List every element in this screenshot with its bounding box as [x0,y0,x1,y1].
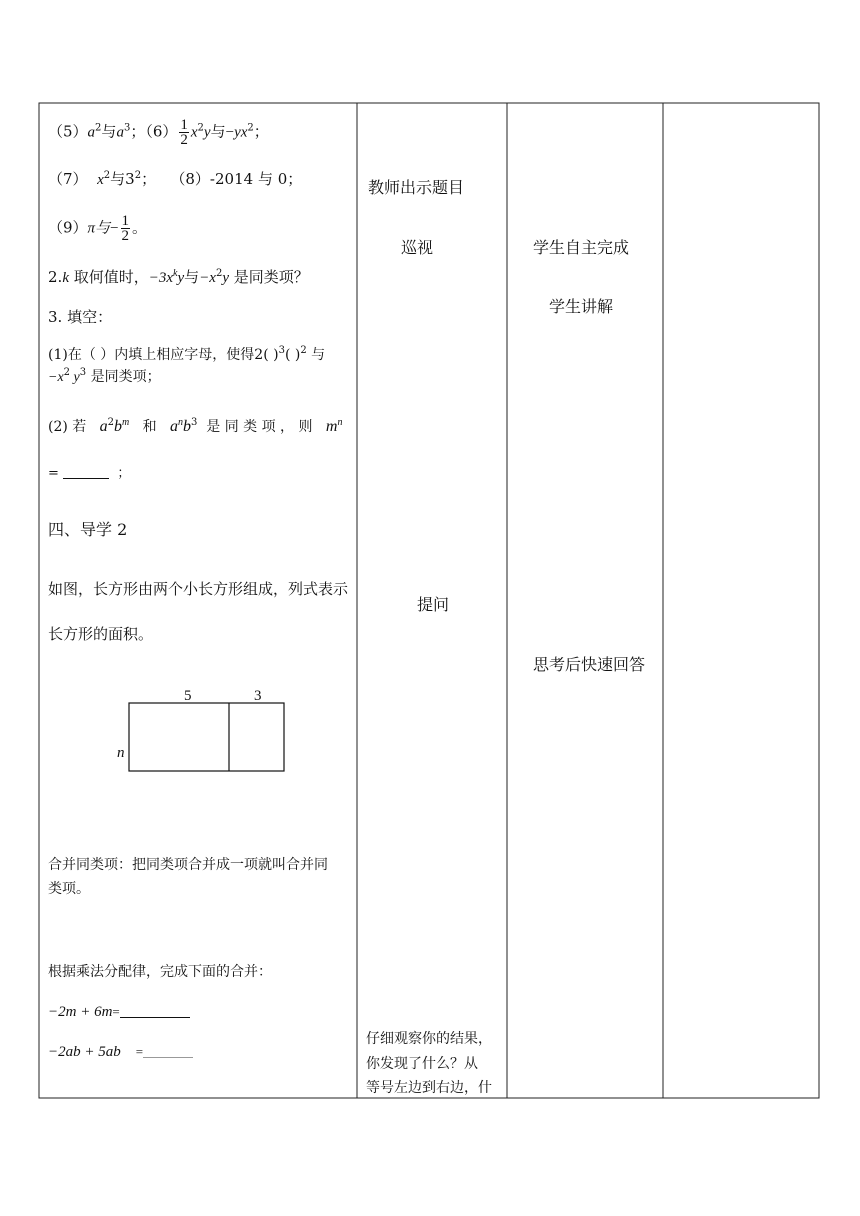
q2-y2: y [222,270,230,286]
q3b-a-exp: 2 [107,417,115,428]
q5-with: 与 [101,122,117,141]
q2-lead: 2. [48,268,63,286]
question-2 [48,267,309,288]
q6-fraction [179,118,189,147]
q2-exp-k: k [173,268,178,279]
q9-end: 。 [132,218,148,237]
question-3b-line1 [48,417,342,437]
question-3-title: 3. 填空： [48,308,113,326]
q6-y: y [203,124,211,141]
q6-minus: − [225,124,235,141]
ask-text: 提问 [417,595,450,614]
q5-base-a2: a [116,124,124,141]
definition-line2: 类项。 [48,881,90,897]
question-3a-line2 [48,367,161,388]
question-3a-line1 [48,345,325,365]
q6-numerator: 1 [180,117,188,133]
expression-2 [48,1042,193,1062]
section-4-heading: 四、导学 2 [48,520,128,539]
q7-with: 与3 [110,170,135,188]
q3b-m-exp: n [337,417,343,428]
q3a-text: (1)在（ ）内填上相应字母，使得2( ) [48,347,279,363]
q3a-y: y [70,370,80,385]
patrol-text: 巡视 [401,238,434,257]
q3a-x-exp: 2 [63,367,71,378]
q3a-and: 与 [306,347,326,363]
explain-text: 学生讲解 [549,297,614,316]
expr1-eq: = [112,1004,120,1019]
question-3b-line2 [48,464,130,484]
expr2-eq: = [135,1044,144,1059]
q7-exp: 2 [134,170,142,181]
observe-line2: 你发现了什么？从 [366,1056,478,1072]
q6-with: 与 [210,122,226,141]
q3b-a2-exp: n [177,417,183,428]
q6-x: x [190,124,198,141]
figure-rectangle [129,703,284,771]
observe-line1: 仔细观察你的结果， [366,1031,492,1047]
q9-fraction [121,214,131,243]
q2-tail: 是同类项？ [229,268,309,286]
question-9 [48,214,147,243]
q8-text: （8）-2014 与 0； [170,170,303,188]
definition-line1: 合并同类项：把同类项合并成一项就叫合并同 [48,857,328,873]
q3a-y-exp: 3 [79,367,87,378]
q7-x-exp: 2 [103,170,111,181]
q3b-and: 和 [142,419,157,435]
q5-prefix: （5） [48,122,88,141]
q3b-tail: 是 同 类 项 ， 则 [206,419,313,435]
q9-minus: − [110,220,119,237]
q3b-b: b [114,418,123,435]
q6-exp-2: 2 [247,122,254,134]
q3b-m: m [325,418,338,435]
observe-line3: 等号左边到右边，什 [366,1080,492,1096]
q3a-mid: ( ) [284,347,301,363]
q6-denominator: 2 [180,132,188,148]
teacher-show-text: 教师出示题目 [368,178,465,197]
q6-end: ； [253,122,269,141]
q7-separator: ； [141,170,157,188]
q3a-exp-3: 3 [278,345,285,356]
q3a-tail: 是同类项； [86,369,161,385]
q3b-a: a [99,418,108,435]
figure-label-5: 5 [184,688,192,704]
quick-answer-text: 思考后快速回答 [533,655,646,674]
q6-yx: yx [234,124,248,141]
q2-term2: −x [199,270,216,286]
expr2-text: −2ab + 5ab [48,1044,121,1060]
q3b-answer-blank[interactable] [63,464,109,479]
figure-text-line1: 如图，长方形由两个小长方形组成，列式表示 [48,580,349,598]
q5-exp-3: 3 [123,122,131,134]
figure-label-3: 3 [254,688,262,704]
question-5-6 [48,118,269,147]
q3b-a2: a [169,418,178,435]
figure-label-n: n [117,745,125,761]
q3b-end: ； [117,466,131,481]
q3b-b-exp: m [122,417,130,428]
q9-numerator: 1 [121,213,130,229]
q9-pi: π与 [87,220,111,237]
expression-1 [48,1002,190,1022]
q7-prefix: （7） [48,170,88,188]
expr1-text: −2m + 6m [48,1004,113,1020]
expr2-answer-blank[interactable] [143,1043,193,1058]
figure-text-line2: 长方形的面积。 [48,625,154,643]
q5-exp-2: 2 [95,122,102,134]
q3a-x: −x [48,370,64,385]
q2-term1: −3x [148,270,174,286]
q9-prefix: （9） [48,218,88,237]
expr1-answer-blank[interactable] [120,1003,190,1018]
question-7-8 [48,169,302,190]
q2-exp-2: 2 [215,268,223,279]
q3b-lead: (2) 若 [48,419,87,435]
q3b-eq: = [48,466,59,481]
q9-denominator: 2 [121,228,130,244]
q3b-b2-exp: 3 [190,417,198,428]
q2-k: k [62,270,69,286]
q3a-exp-2: 2 [300,345,307,356]
q2-y: y [177,270,185,286]
self-complete-text: 学生自主完成 [533,238,630,257]
q7-x: x [97,172,104,188]
distributive-text: 根据乘法分配律，完成下面的合并： [48,964,272,980]
q2-with: 与 [184,268,200,286]
q5-separator: ；（6） [130,122,178,141]
q3b-b2: b [182,418,191,435]
q2-text: 取何值时， [68,268,149,286]
q6-exp: 2 [197,122,204,134]
q5-base-a: a [87,124,96,141]
